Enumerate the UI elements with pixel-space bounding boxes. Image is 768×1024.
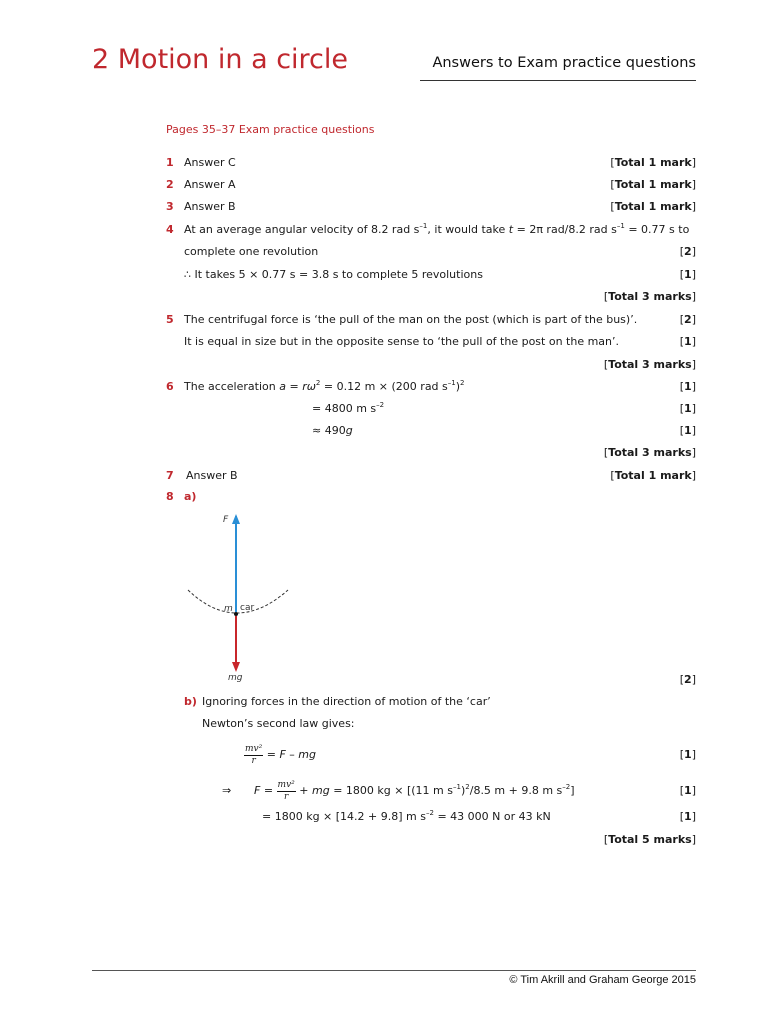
page-header: [92, 40, 696, 82]
equation-text: $\frac{\text{mv²}}{r}$ = F – mg: [245, 743, 316, 766]
part-label: b): [184, 695, 197, 708]
footer-rule: [92, 970, 696, 971]
mark: [1]: [679, 810, 696, 823]
question-number: 8: [166, 490, 174, 503]
question-5-total: [166, 356, 696, 374]
question-8-total: [166, 831, 696, 849]
question-6-line-1: [166, 378, 696, 396]
answer-text: At an average angular velocity of 8.2 rad $s^{-1}$, it would take t = 2π rad/8.2 rad $s^{-1} = 0.77$ s to: [184, 222, 690, 236]
question-6-line-2: [166, 400, 696, 418]
answer-text: complete one revolution: [184, 245, 319, 258]
answer-text: Newton’s second law gives:: [202, 717, 355, 730]
fraction: $\frac{\text{mv²}}{r}$: [245, 743, 263, 766]
question-4-line-1: [166, 221, 696, 239]
chapter-title: 2 Motion in a circle: [92, 44, 349, 75]
label-f: F: [223, 515, 229, 525]
equation-text: = 1800 kg × [14.2 + 9.8] m $s^{-2} = 43$ 000 N or 43 kN: [262, 809, 551, 823]
mark-total: [Total 3 marks]: [603, 290, 696, 303]
answer-text: Answer A: [184, 178, 236, 191]
answer-text: ≈ 490g: [312, 424, 353, 437]
answer-text: Ignoring forces in the direction of motion of the ‘car’: [202, 695, 491, 708]
answer-text: ∴ It takes 5 × 0.77 s = 3.8 s to complete 5 revolutions: [184, 268, 483, 281]
question-8-part-b-line-2: [166, 715, 696, 733]
mark: [1]: [679, 335, 696, 348]
equation-2: [166, 778, 696, 804]
question-number: 1: [166, 156, 174, 169]
question-4-line-2: [166, 243, 696, 261]
fraction: $\frac{\text{mv²}}{r}$: [277, 779, 295, 802]
answer-text: It is equal in size but in the opposite sense to ‘the pull of the post on the man’.: [184, 335, 620, 348]
mark: [1]: [679, 268, 696, 281]
mark-total: [Total 3 marks]: [603, 446, 696, 459]
force-f-arrowhead: [232, 514, 240, 524]
question-5-line-2: [166, 333, 696, 351]
mark: [1]: [679, 748, 696, 761]
answer-text: The acceleration $a = r\omega^2 = 0.12$ m × (200 rad $s^{-1})^2$: [184, 379, 465, 393]
equation-3: [166, 808, 696, 826]
mark: [1]: [679, 784, 696, 797]
mark-total: [Total 5 marks]: [603, 833, 696, 846]
question-number: 5: [166, 313, 174, 326]
section-title: Pages 35–37 Exam practice questions: [166, 123, 375, 136]
mark: [1]: [679, 380, 696, 393]
equation-1: [166, 742, 696, 768]
question-number: 6: [166, 380, 174, 393]
question-number: 7: [166, 469, 174, 482]
mark: [2]: [679, 313, 696, 326]
mark-total: [Total 1 mark]: [610, 469, 696, 482]
question-8-part-b-line-1: [166, 693, 696, 711]
mark-total: [Total 1 mark]: [610, 156, 696, 169]
force-diagram: [166, 508, 306, 688]
label-m: m: [224, 604, 233, 614]
question-6-total: [166, 444, 696, 462]
copyright-footer: © Tim Akrill and Graham George 2015: [509, 974, 696, 986]
question-5-line-1: [166, 311, 696, 329]
question-7: [166, 467, 696, 485]
label-mg: mg: [228, 673, 243, 683]
mark-total: [Total 1 mark]: [610, 200, 696, 213]
car-point: [234, 612, 238, 616]
label-car: car: [240, 603, 255, 613]
answer-text: Answer B: [184, 200, 236, 213]
mark: [2]: [679, 245, 696, 258]
answer-text: Answer B: [186, 469, 238, 482]
question-1: [166, 154, 696, 172]
answer-text: The centrifugal force is ‘the pull of the man on the post (which is part of the bus)’.: [184, 313, 638, 326]
question-3: [166, 198, 696, 216]
implies-symbol: ⇒: [222, 784, 232, 797]
question-number: 4: [166, 223, 174, 236]
header-rule: [420, 80, 696, 81]
question-6-line-3: [166, 422, 696, 440]
question-number: 2: [166, 178, 174, 191]
question-2: [166, 176, 696, 194]
header-subtitle: Answers to Exam practice questions: [432, 55, 696, 71]
answer-text: Answer C: [184, 156, 236, 169]
mark: [1]: [679, 402, 696, 415]
mark-total: [Total 1 mark]: [610, 178, 696, 191]
part-label: a): [184, 490, 197, 503]
question-number: 3: [166, 200, 174, 213]
mark: [2]: [679, 673, 696, 686]
answer-text: = 4800 m $s^{-2}$: [312, 401, 385, 415]
question-4-line-3: [166, 266, 696, 284]
equation-text: F = $\frac{\text{mv²}}{r}$ + mg = 1800 kg × [(11 m $s^{-1})^2/8.5$ m + 9.8 m $s^{-2}$]: [254, 779, 575, 802]
question-8-part-a-mark: [166, 671, 696, 689]
question-4-total: [166, 288, 696, 306]
track-arc: [188, 590, 288, 613]
mark: [1]: [679, 424, 696, 437]
question-8-part-a: [166, 488, 696, 506]
mark-total: [Total 3 marks]: [603, 358, 696, 371]
